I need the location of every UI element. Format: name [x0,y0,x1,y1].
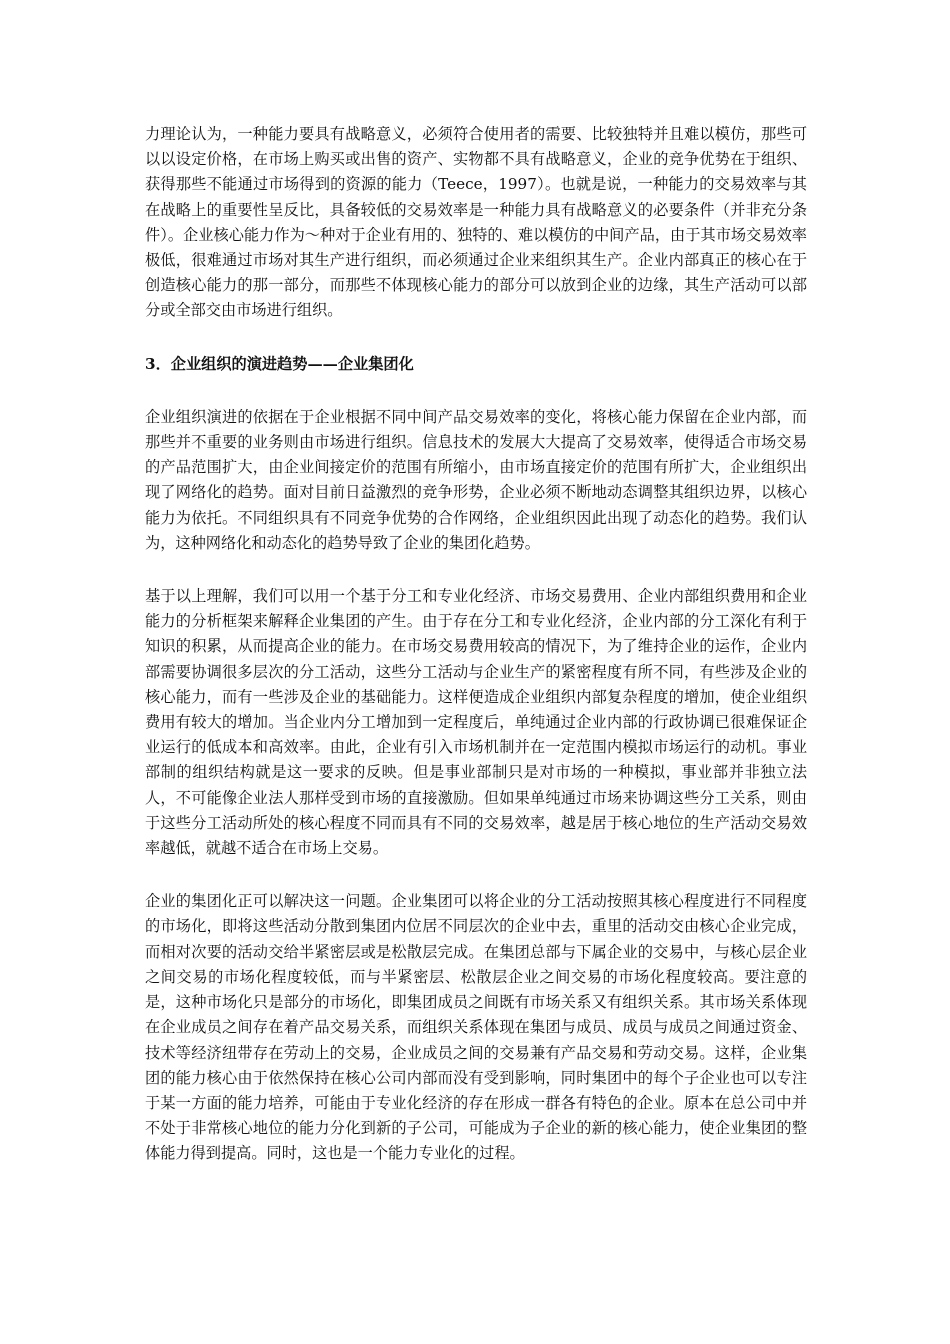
section-heading: 3．企业组织的演进趋势——企业集团化 [145,354,414,373]
paragraph-analysis-framework: 基于以上理解，我们可以用一个基于分工和专业化经济、市场交易费用、企业内部组织费用和企业能力的分析框架来解释企业集团的产生。由于存在分工和专业化经济，企业内部的分工深化有利于知识的积累，从而提高企业的能力。在市场交易费用较高的情况下，为了维持企业的运作，企业内部需要协调很多层次的分工活动，这些分工活动与企业生产的紧密程度有所不同，有些涉及企业的核心能力，而有一些涉及企业的基础能力。这样便造成企业组织内部复杂程度的增加，使企业组织费用有较大的增加。当企业内分工增加到一定程度后，单纯通过企业内部的行政协调已很难保证企业运行的低成本和高效率。由此，企业有引入市场机制并在一定范围内模拟市场运行的动机。事业部制的组织结构就是这一要求的反映。但是事业部制只是对市场的一种模拟，事业部并非独立法人，不可能像企业法人那样受到市场的直接激励。但如果单纯通过市场来协调这些分工关系，则由于这些分工活动所处的核心程度不同而具有不同的交易效率，越是居于核心地位的生产活动交易效率越低，就越不适合在市场上交易。 [145,587,807,858]
paragraph-organization-evolution: 企业组织演进的依据在于企业根据不同中间产品交易效率的变化，将核心能力保留在企业内部，而那些并不重要的业务则由市场进行组织。信息技术的发展大大提高了交易效率，使得适合市场交易的产品范围扩大，由企业间接定价的范围有所缩小，由市场直接定价的范围有所扩大，企业组织出现了网络化的趋势。面对目前日益激烈的竞争形势，企业必须不断地动态调整其组织边界，以核心能力为依托。不同组织具有不同竞争优势的合作网络，企业组织因此出现了动态化的趋势。我们认为，这种网络化和动态化的趋势导致了企业的集团化趋势。 [145,407,807,552]
paragraph-spacer [145,861,807,889]
paragraph-core-competence-theory: 力理论认为，一种能力要具有战略意义，必须符合使用者的需要、比较独特并且难以模仿，那些可以以设定价格，在市场上购买或出售的资产、实物都不具有战略意义，企业的竞争优势在于组织、获得那些不能通过市场得到的资源的能力（Teece，1997）。也就是说，一种能力的交易效率与其在战略上的重要性呈反比，具备较低的交易效率是一种能力具有战略意义的必要条件（并非充分条件）。企业核心能力作为～种对于企业有用的、独特的、难以模仿的中间产品，由于其市场交易效率极低，很难通过市场对其生产进行组织，而必须通过企业来组织其生产。企业内部真正的核心在于创造核心能力的那一部分，而那些不体现核心能力的部分可以放到企业的边缘，其生产活动可以部分或全部交由市场进行组织。 [145,125,807,320]
document-page [145,122,807,1167]
paragraph-spacer [145,556,807,584]
paragraph-spacer [145,324,807,352]
paragraph-spacer [145,377,807,405]
paragraph-group-formation: 企业的集团化正可以解决这一问题。企业集团可以将企业的分工活动按照其核心程度进行不同程度的市场化，即将这些活动分散到集团内位居不同层次的企业中去，重里的活动交由核心企业完成，而相对次要的活动交给半紧密层或是松散层完成。在集团总部与下属企业的交易中，与核心层企业之间交易的市场化程度较低，而与半紧密层、松散层企业之间交易的市场化程度较高。要注意的是，这种市场化只是部分的市场化，即集团成员之间既有市场关系又有组织关系。其市场关系体现在企业成员之间存在着产品交易关系，而组织关系体现在集团与成员、成员与成员之间通过资金、技术等经济纽带存在劳动上的交易，企业成员之间的交易兼有产品交易和劳动交易。这样，企业集团的能力核心由于依然保持在核心公司内部而没有受到影响，同时集团中的每个子企业也可以专注于某一方面的能力培养，可能由于专业化经济的存在形成一群各有特色的企业。原本在总公司中并不处于非常核心地位的能力分化到新的子公司，可能成为子企业的新的核心能力，使企业集团的整体能力得到提高。同时，这也是一个能力专业化的过程。 [145,892,807,1163]
